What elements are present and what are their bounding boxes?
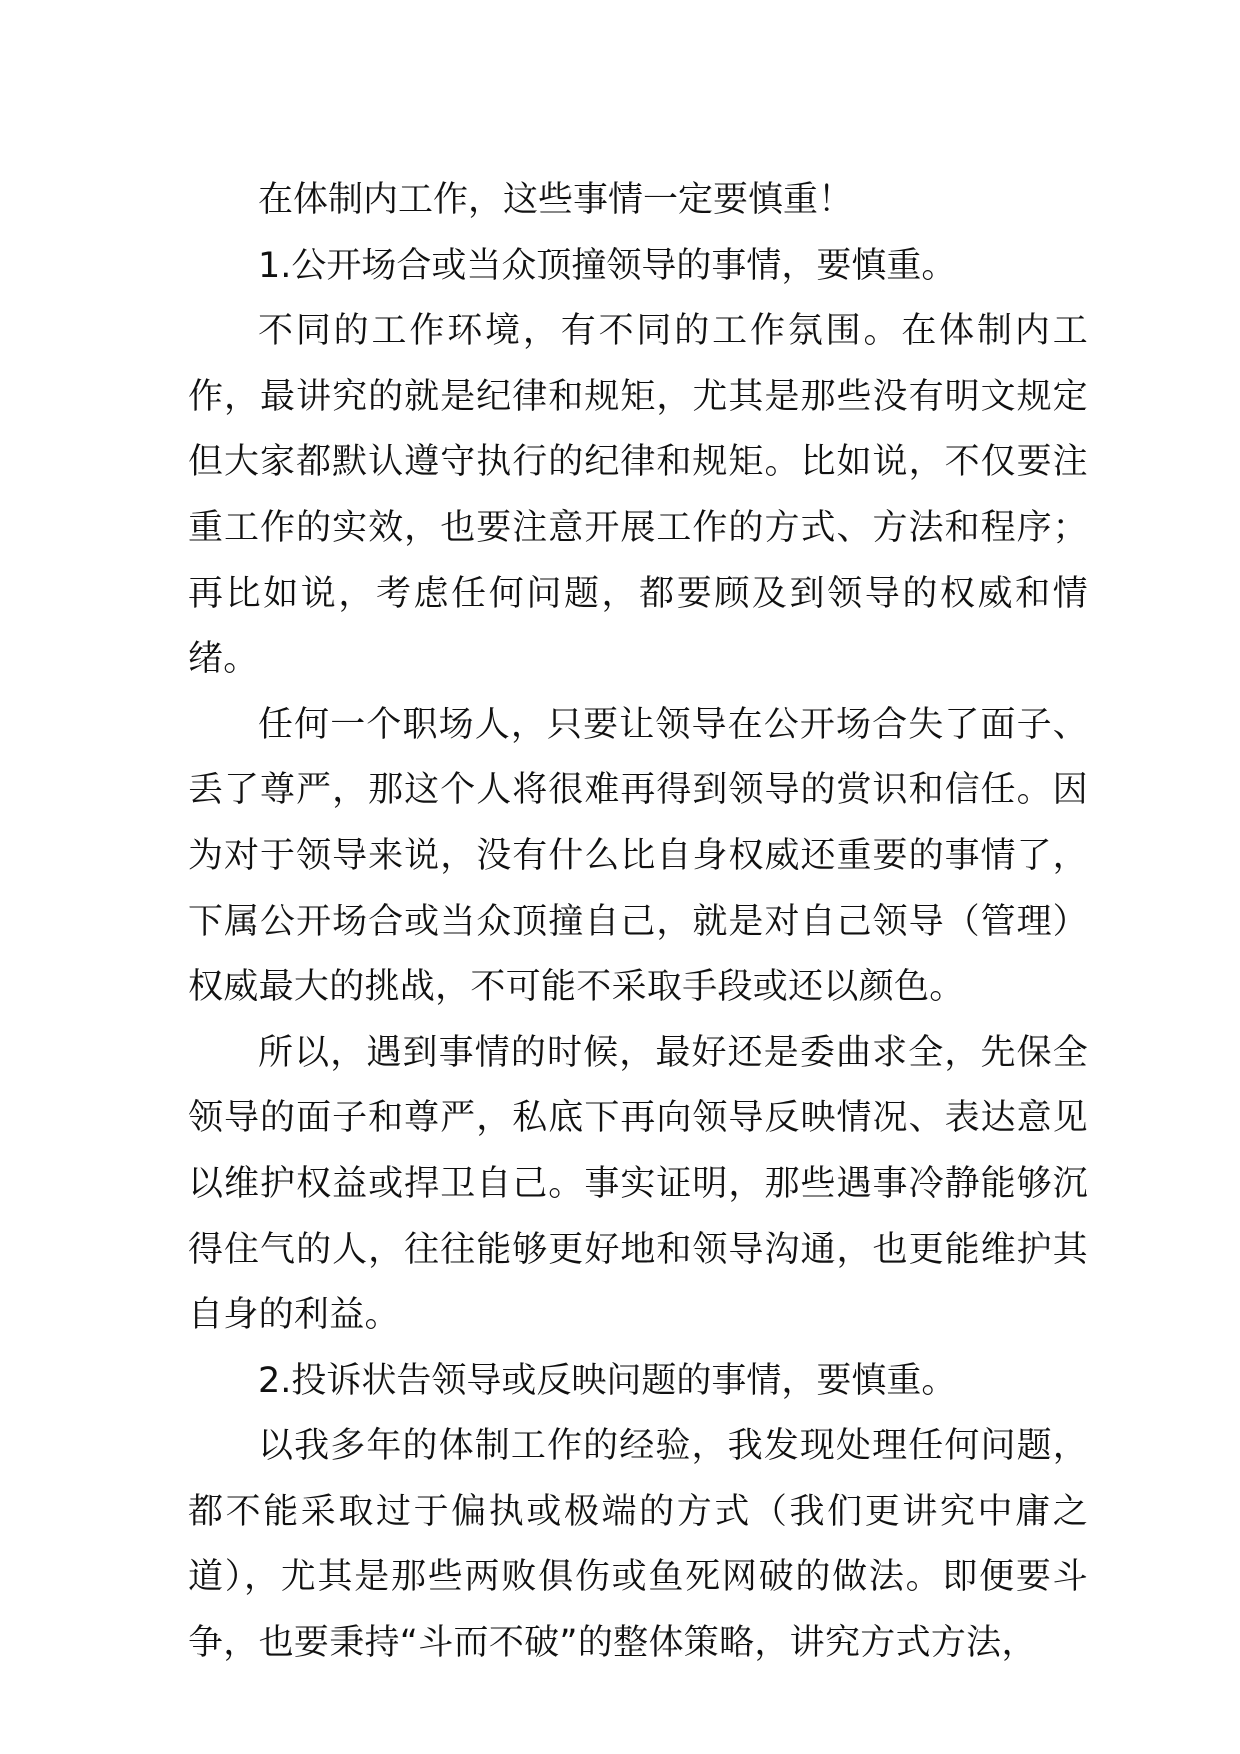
section-1-paragraph-3: 所以，遇到事情的时候，最好还是委曲求全，先保全领导的面子和尊严，私底下再向领导反映情况、表达意见以维护权益或捍卫自己。事实证明，那些遇事冷静能够沉得住气的人，往往能够更好地和领导沟通，也更能维护其自身的利益。 <box>188 1032 1088 1336</box>
document-body <box>188 168 1088 1677</box>
section-2-paragraph-1: 以我多年的体制工作的经验，我发现处理任何问题，都不能采取过于偏执或极端的方式（我们更讲究中庸之道），尤其是那些两败俱伤或鱼死网破的做法。即便要斗争，也要秉持“斗而不破”的整体策略，讲究方式方法， <box>188 1426 1088 1664</box>
document-title: 在体制内工作，这些事情一定要慎重！ <box>258 180 854 220</box>
section-1-paragraph-1: 不同的工作环境，有不同的工作氛围。在体制内工作，最讲究的就是纪律和规矩，尤其是那些没有明文规定但大家都默认遵守执行的纪律和规矩。比如说，不仅要注重工作的实效，也要注意开展工作的方式、方法和程序；再比如说，考虑任何问题，都要顾及到领导的权威和情绪。 <box>188 311 1088 680</box>
section-2-heading: 2.投诉状告领导或反映问题的事情，要慎重。 <box>258 1360 957 1401</box>
section-1-heading: 1.公开场合或当众顶撞领导的事情，要慎重。 <box>258 245 957 286</box>
section-1-paragraph-2: 任何一个职场人，只要让领导在公开场合失了面子、丢了尊严，那这个人将很难再得到领导的赏识和信任。因为对于领导来说，没有什么比自身权威还重要的事情了，下属公开场合或当众顶撞自己，就是对自己领导（管理）权威最大的挑战，不可能不采取手段或还以颜色。 <box>188 704 1088 1008</box>
